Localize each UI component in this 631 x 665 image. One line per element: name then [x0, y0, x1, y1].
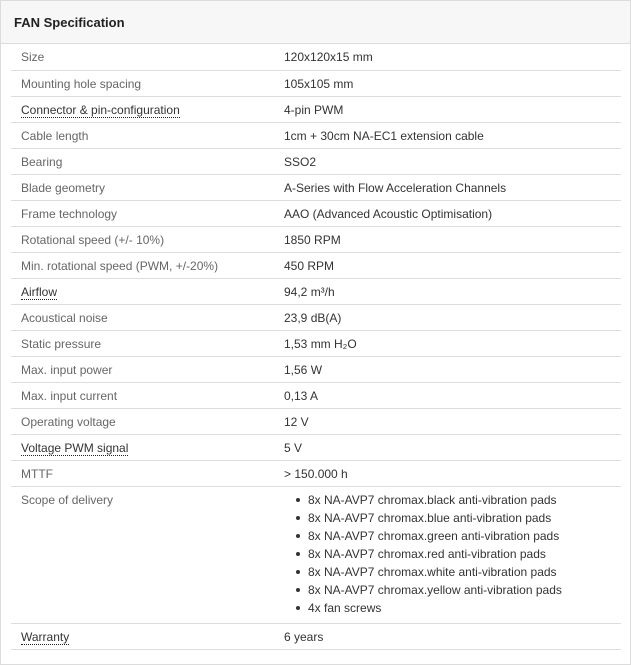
spec-value-cell	[274, 174, 621, 200]
spec-row-airflow	[11, 278, 621, 304]
spec-label-cell	[11, 122, 274, 148]
spec-value-cell	[274, 200, 621, 226]
spec-row-scope-of-delivery	[11, 486, 621, 623]
scope-list-cell	[274, 486, 621, 623]
spec-row-max-input-power	[11, 356, 621, 382]
spec-label-cell	[11, 460, 274, 486]
spec-row-cable-length	[11, 122, 621, 148]
scope-list-item: 4x fan screws	[296, 599, 621, 617]
spec-label: Blade geometry	[21, 180, 106, 195]
panel-title: FAN Specification	[14, 14, 125, 30]
spec-label: Max. input current	[21, 388, 118, 403]
spec-row-min-rotational-speed-pwm-20	[11, 252, 621, 278]
spec-label-tooltip-airflow[interactable]: Airflow	[21, 284, 58, 299]
scope-list-item: 8x NA-AVP7 chromax.black anti-vibration pads	[296, 491, 621, 509]
spec-label-tooltip-voltage-pwm-signal[interactable]: Voltage PWM signal	[21, 440, 129, 455]
spec-value: 4-pin PWM	[284, 102, 344, 117]
spec-value: 6 years	[284, 629, 324, 644]
spec-value-cell	[274, 44, 621, 70]
spec-label-cell	[11, 623, 274, 649]
spec-row-static-pressure	[11, 330, 621, 356]
spec-label: MTTF	[21, 466, 53, 481]
spec-value-cell	[274, 148, 621, 174]
spec-table	[11, 44, 621, 650]
spec-label: Rotational speed (+/- 10%)	[21, 232, 165, 247]
spec-value: AAO (Advanced Acoustic Optimisation)	[284, 206, 493, 221]
spec-row-mttf	[11, 460, 621, 486]
spec-row-operating-voltage	[11, 408, 621, 434]
spec-value-cell	[274, 382, 621, 408]
spec-value-cell	[274, 330, 621, 356]
spec-label: Acoustical noise	[21, 310, 108, 325]
spec-row-connector-pin-configuration	[11, 96, 621, 122]
spec-label-cell	[11, 148, 274, 174]
scope-list	[284, 491, 621, 617]
spec-value: 1850 RPM	[284, 232, 341, 247]
spec-value: 12 V	[284, 414, 309, 429]
spec-value-cell	[274, 122, 621, 148]
spec-value-cell	[274, 304, 621, 330]
scope-list-item: 8x NA-AVP7 chromax.green anti-vibration pads	[296, 527, 621, 545]
spec-value: 1,53 mm H₂O	[284, 336, 357, 351]
spec-label: Max. input power	[21, 362, 113, 377]
spec-value: SSO2	[284, 154, 317, 169]
spec-label-cell	[11, 486, 274, 623]
spec-label-cell	[11, 434, 274, 460]
spec-value: 1,56 W	[284, 362, 323, 377]
spec-value-cell	[274, 70, 621, 96]
spec-row-acoustical-noise	[11, 304, 621, 330]
spec-value-cell	[274, 356, 621, 382]
spec-value: > 150.000 h	[284, 466, 348, 481]
spec-label-cell	[11, 96, 274, 122]
panel-header	[1, 1, 630, 44]
spec-row-rotational-speed-10	[11, 226, 621, 252]
spec-value-cell	[274, 623, 621, 649]
spec-label-cell	[11, 382, 274, 408]
spec-label-cell	[11, 278, 274, 304]
spec-row-bearing	[11, 148, 621, 174]
spec-row-blade-geometry	[11, 174, 621, 200]
spec-value-cell	[274, 434, 621, 460]
scope-list-item: 8x NA-AVP7 chromax.yellow anti-vibration pads	[296, 581, 621, 599]
spec-label-cell	[11, 330, 274, 356]
spec-value-cell	[274, 408, 621, 434]
spec-value-cell	[274, 252, 621, 278]
spec-value: 450 RPM	[284, 258, 335, 273]
spec-label: Mounting hole spacing	[21, 76, 142, 91]
spec-value: 105x105 mm	[284, 76, 354, 91]
spec-label: Scope of delivery	[21, 492, 114, 507]
spec-label-cell	[11, 356, 274, 382]
spec-label-cell	[11, 252, 274, 278]
spec-label-cell	[11, 408, 274, 434]
spec-label: Bearing	[21, 154, 63, 169]
spec-label-tooltip-warranty[interactable]: Warranty	[21, 629, 70, 644]
spec-label: Static pressure	[21, 336, 102, 351]
spec-value-cell	[274, 96, 621, 122]
spec-value: 0,13 A	[284, 388, 319, 403]
spec-value: 120x120x15 mm	[284, 50, 373, 64]
spec-label: Operating voltage	[21, 414, 116, 429]
spec-row-mounting-hole-spacing	[11, 70, 621, 96]
scope-list-item: 8x NA-AVP7 chromax.red anti-vibration pads	[296, 545, 621, 563]
spec-row-max-input-current	[11, 382, 621, 408]
spec-label: Min. rotational speed (PWM, +/-20%)	[21, 258, 219, 273]
spec-label-cell	[11, 174, 274, 200]
spec-value: A-Series with Flow Acceleration Channels	[284, 180, 507, 195]
spec-row-size	[11, 44, 621, 70]
scope-list-item: 8x NA-AVP7 chromax.white anti-vibration pads	[296, 563, 621, 581]
spec-row-warranty	[11, 623, 621, 649]
spec-label: Frame technology	[21, 206, 118, 221]
spec-label: Cable length	[21, 128, 89, 143]
spec-label-tooltip-connector-pin-configuration[interactable]: Connector & pin-configuration	[21, 102, 180, 117]
spec-label: Size	[21, 50, 45, 64]
spec-value-cell	[274, 226, 621, 252]
spec-value: 1cm + 30cm NA-EC1 extension cable	[284, 128, 484, 143]
spec-value-cell	[274, 278, 621, 304]
spec-label-cell	[11, 304, 274, 330]
spec-table-body	[11, 44, 621, 649]
spec-label-cell	[11, 226, 274, 252]
spec-value: 5 V	[284, 440, 303, 455]
spec-value: 94,2 m³/h	[284, 284, 335, 299]
scope-list-item: 8x NA-AVP7 chromax.blue anti-vibration pads	[296, 509, 621, 527]
spec-label-cell	[11, 200, 274, 226]
spec-label-cell	[11, 70, 274, 96]
spec-label-cell	[11, 44, 274, 70]
spec-row-frame-technology	[11, 200, 621, 226]
spec-value: 23,9 dB(A)	[284, 310, 342, 325]
spec-value-cell	[274, 460, 621, 486]
spec-row-voltage-pwm-signal	[11, 434, 621, 460]
